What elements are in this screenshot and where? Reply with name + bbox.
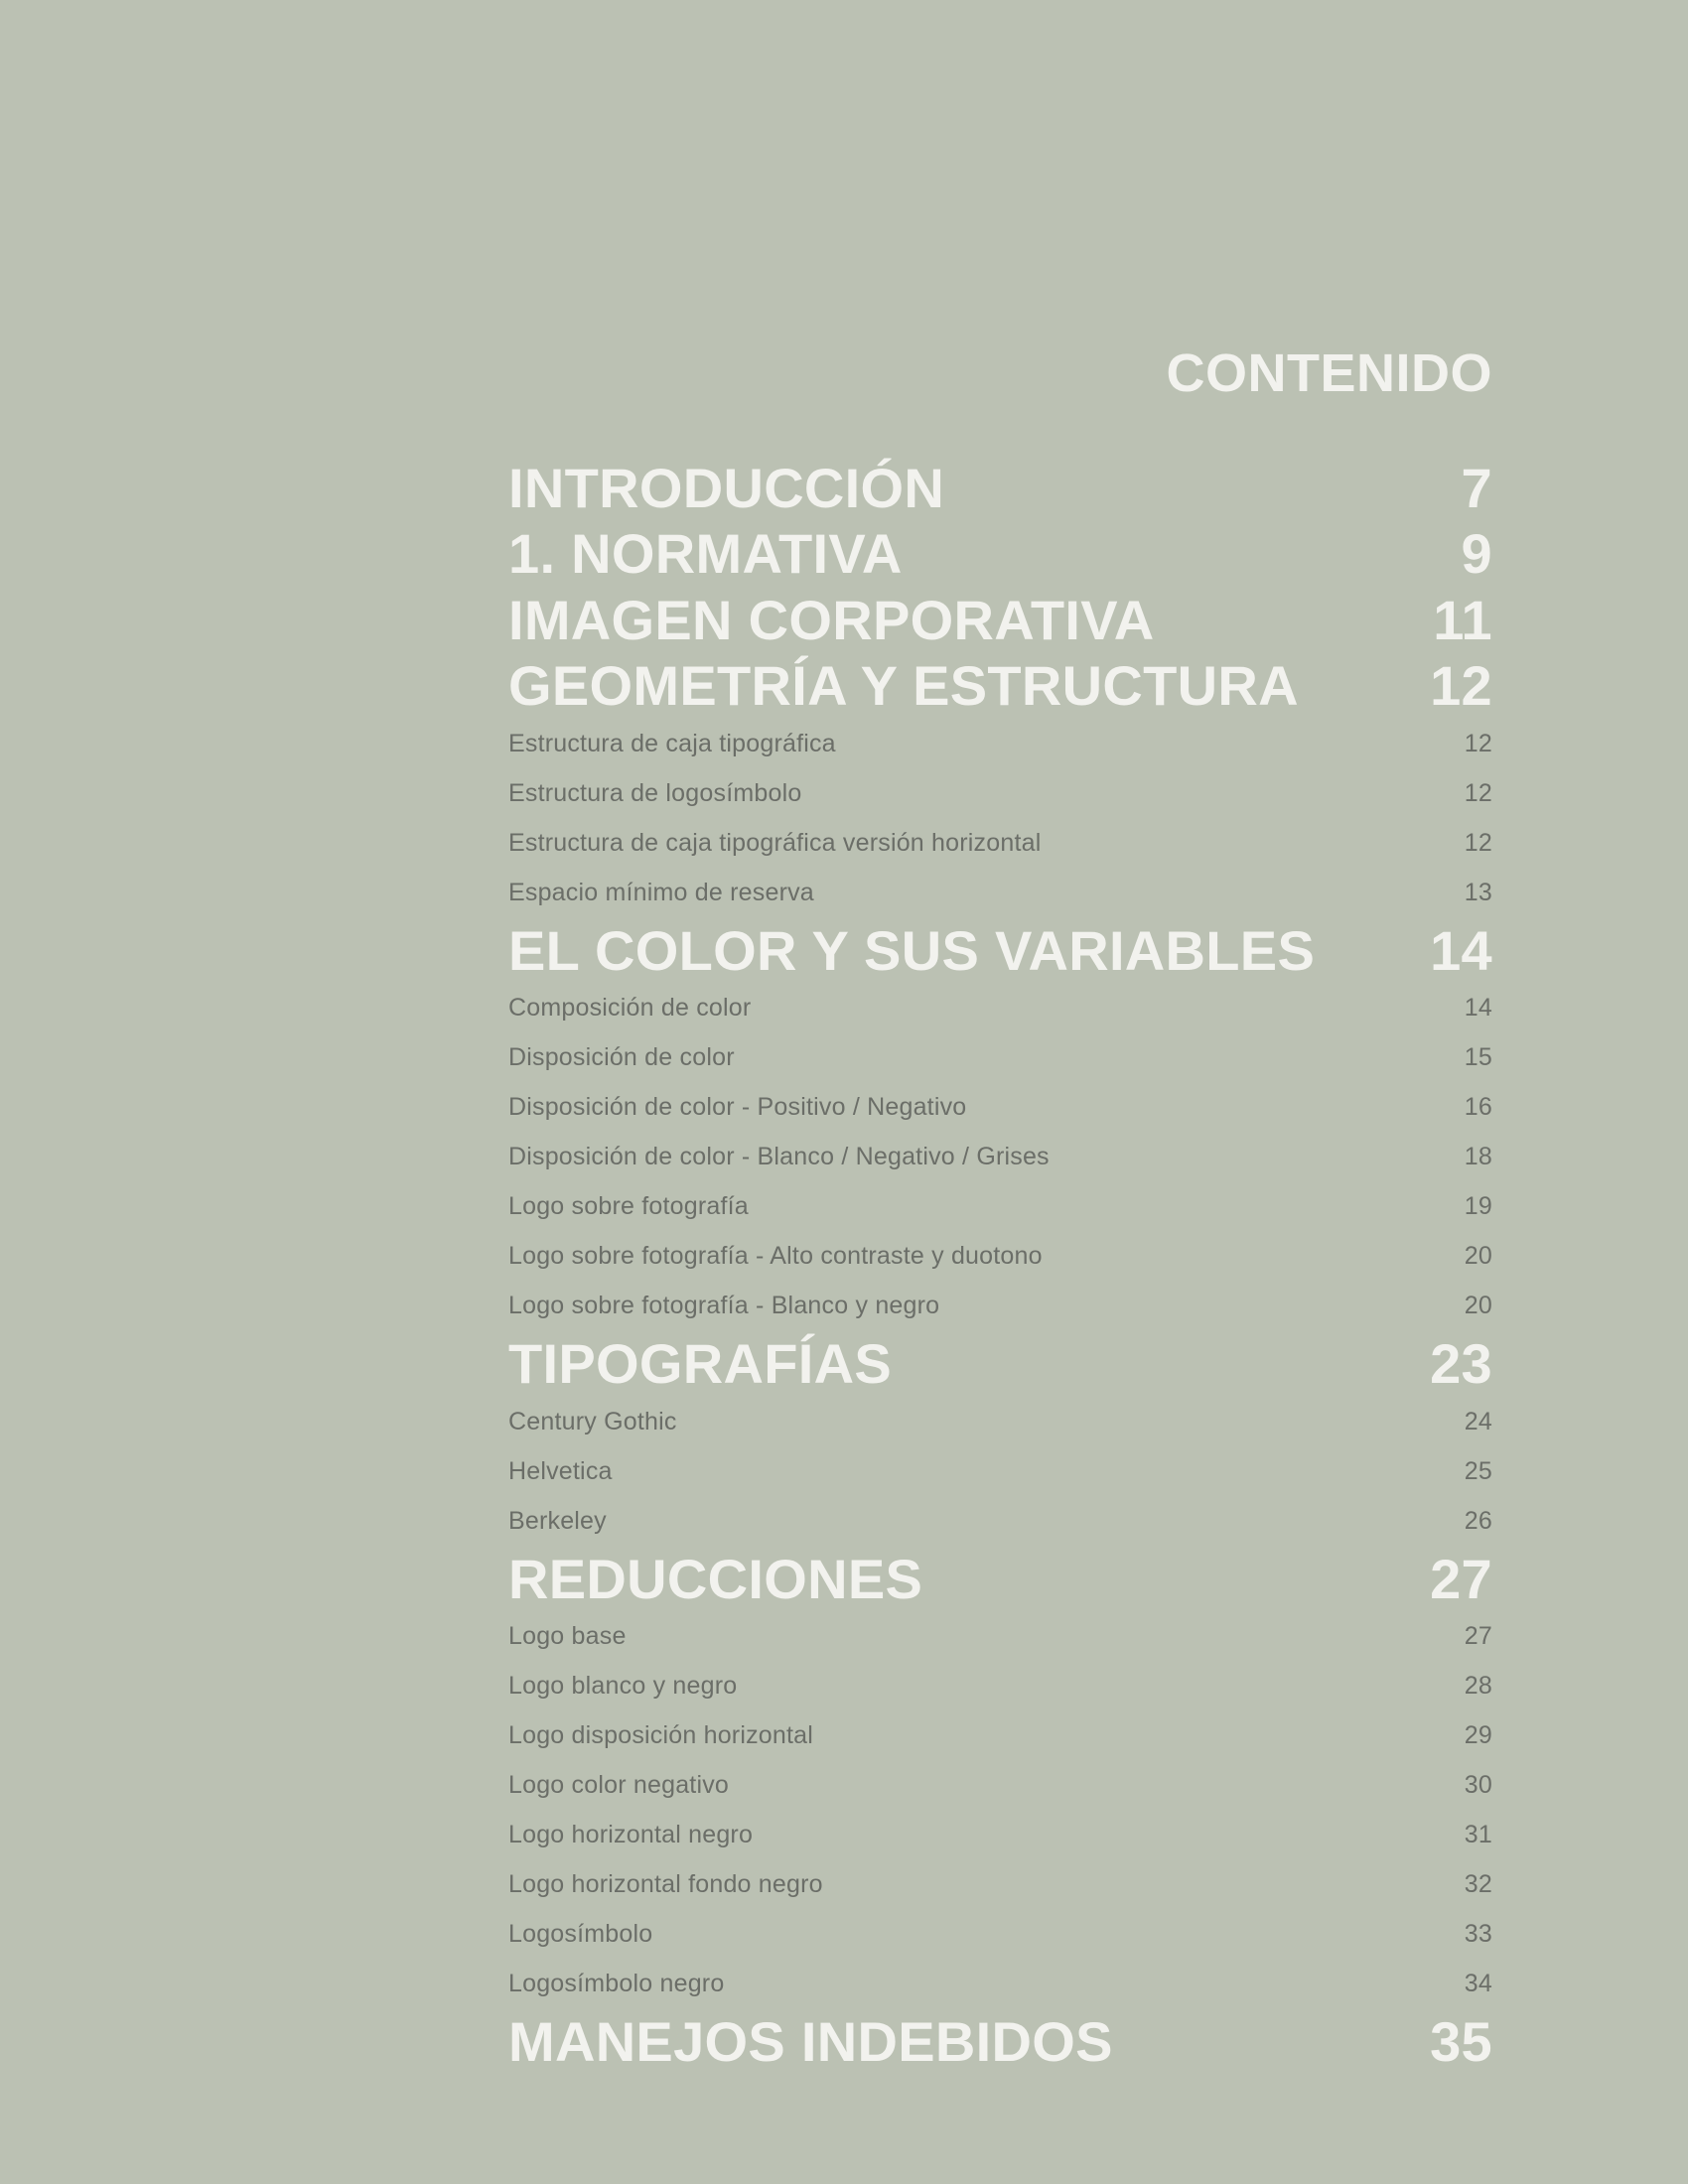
toc-subsection-entry[interactable]: [508, 868, 1492, 917]
toc-entry-page-number: 35: [1430, 2010, 1492, 2074]
toc-entry-page-number: 27: [1464, 1622, 1492, 1650]
toc-entry-label: Estructura de caja tipográfica versión horizontal: [508, 828, 1042, 857]
toc-entry-page-number: 12: [1464, 778, 1492, 807]
toc-subsection-entry[interactable]: [508, 1662, 1492, 1711]
toc-entry-page-number: 16: [1464, 1093, 1492, 1121]
toc-entry-label: Logo disposición horizontal: [508, 1721, 813, 1749]
toc-entry-page-number: 7: [1461, 456, 1492, 519]
toc-section-entry[interactable]: [508, 917, 1492, 984]
toc-entry-label: Century Gothic: [508, 1407, 677, 1435]
toc-section-entry[interactable]: [508, 653, 1492, 720]
toc-entry-page-number: 18: [1464, 1143, 1492, 1170]
toc-subsection-entry[interactable]: [508, 1811, 1492, 1860]
toc-subsection-entry[interactable]: [508, 1960, 1492, 2009]
toc-entry-page-number: 19: [1464, 1192, 1492, 1220]
toc-subsection-entry[interactable]: [508, 1761, 1492, 1811]
toc-entry-page-number: 29: [1464, 1721, 1492, 1749]
toc-entry-label: Logo horizontal negro: [508, 1821, 754, 1848]
toc-entry-page-number: 28: [1464, 1672, 1492, 1700]
toc-entry-label: Disposición de color - Positivo / Negativo: [508, 1093, 967, 1121]
toc-entry-label: Composición de color: [508, 994, 752, 1022]
toc-entry-label: Logosímbolo negro: [508, 1970, 725, 1997]
toc-entry-page-number: 34: [1464, 1970, 1492, 1997]
toc-entry-label: Estructura de caja tipográfica: [508, 729, 836, 757]
toc-section-entry[interactable]: [508, 587, 1492, 653]
toc-entry-page-number: 12: [1464, 729, 1492, 757]
toc-subsection-entry[interactable]: [508, 1397, 1492, 1446]
toc-entry-page-number: 20: [1464, 1242, 1492, 1270]
toc-entry-page-number: 20: [1464, 1292, 1492, 1319]
toc-entry-page-number: 12: [1464, 828, 1492, 857]
toc-entry-label: TIPOGRAFÍAS: [508, 1332, 892, 1396]
toc-subsection-entry[interactable]: [508, 1282, 1492, 1331]
toc-entry-label: Logo base: [508, 1622, 627, 1650]
toc-section-entry[interactable]: [508, 1331, 1492, 1398]
toc-entry-label: IMAGEN CORPORATIVA: [508, 588, 1155, 651]
toc-entry-label: Espacio mínimo de reserva: [508, 878, 814, 906]
toc-entry-page-number: 26: [1464, 1506, 1492, 1535]
toc-entry-label: Logo sobre fotografía: [508, 1192, 749, 1220]
toc-entry-label: Logo sobre fotografía - Alto contraste y duotono: [508, 1242, 1043, 1270]
toc-entry-label: INTRODUCCIÓN: [508, 456, 945, 519]
toc-entry-page-number: 12: [1430, 654, 1492, 718]
toc-entry-label: Logo horizontal fondo negro: [508, 1870, 823, 1898]
toc-entry-label: EL COLOR Y SUS VARIABLES: [508, 918, 1316, 982]
toc-entry-label: Logo color negativo: [508, 1771, 730, 1799]
toc-entry-page-number: 13: [1464, 878, 1492, 906]
toc-entry-label: Estructura de logosímbolo: [508, 778, 802, 807]
toc-subsection-entry[interactable]: [508, 1182, 1492, 1232]
toc-entry-page-number: 14: [1464, 994, 1492, 1022]
toc-subsection-entry[interactable]: [508, 1612, 1492, 1662]
toc-entry-label: Disposición de color - Blanco / Negativo / Grises: [508, 1143, 1050, 1170]
toc-subsection-entry[interactable]: [508, 1133, 1492, 1182]
toc-subsection-entry[interactable]: [508, 1232, 1492, 1282]
toc-entry-label: Helvetica: [508, 1456, 613, 1485]
toc-subsection-entry[interactable]: [508, 1910, 1492, 1960]
toc-entry-page-number: 9: [1461, 522, 1492, 586]
toc-entry-page-number: 32: [1464, 1870, 1492, 1898]
toc-entry-page-number: 11: [1433, 588, 1492, 651]
toc-subsection-entry[interactable]: [508, 1033, 1492, 1083]
toc-entry-label: Disposición de color: [508, 1043, 735, 1071]
toc-entry-page-number: 23: [1430, 1332, 1492, 1396]
toc-entry-label: Logo blanco y negro: [508, 1672, 738, 1700]
toc-subsection-entry[interactable]: [508, 1446, 1492, 1496]
toc-subsection-entry[interactable]: [508, 1496, 1492, 1546]
toc-entry-label: Logosímbolo: [508, 1920, 653, 1948]
toc-subsection-entry[interactable]: [508, 818, 1492, 868]
toc-subsection-entry[interactable]: [508, 1860, 1492, 1910]
toc-section-entry[interactable]: [508, 2009, 1492, 2076]
toc-section-entry[interactable]: [508, 521, 1492, 588]
toc-entry-label: REDUCCIONES: [508, 1547, 923, 1610]
toc-entry-page-number: 31: [1464, 1821, 1492, 1848]
toc-entry-page-number: 14: [1430, 918, 1492, 982]
toc-entry-label: Berkeley: [508, 1506, 607, 1535]
toc-subsection-entry[interactable]: [508, 768, 1492, 818]
toc-subsection-entry[interactable]: [508, 1711, 1492, 1761]
toc-entry-page-number: 27: [1430, 1547, 1492, 1610]
toc-entry-page-number: 30: [1464, 1771, 1492, 1799]
toc-list: [508, 455, 1492, 2075]
toc-entry-label: MANEJOS INDEBIDOS: [508, 2010, 1113, 2074]
toc-subsection-entry[interactable]: [508, 984, 1492, 1033]
toc-section-entry[interactable]: [508, 455, 1492, 521]
toc-entry-page-number: 33: [1464, 1920, 1492, 1948]
toc-subsection-entry[interactable]: [508, 719, 1492, 768]
toc-section-entry[interactable]: [508, 1546, 1492, 1612]
toc-entry-page-number: 15: [1464, 1043, 1492, 1071]
toc-entry-label: 1. NORMATIVA: [508, 522, 903, 586]
toc-subsection-entry[interactable]: [508, 1083, 1492, 1133]
toc-entry-label: GEOMETRÍA Y ESTRUCTURA: [508, 654, 1299, 718]
toc-entry-page-number: 24: [1464, 1407, 1492, 1435]
toc-title: CONTENIDO: [1166, 343, 1492, 403]
toc-entry-page-number: 25: [1464, 1456, 1492, 1485]
toc-entry-label: Logo sobre fotografía - Blanco y negro: [508, 1292, 940, 1319]
